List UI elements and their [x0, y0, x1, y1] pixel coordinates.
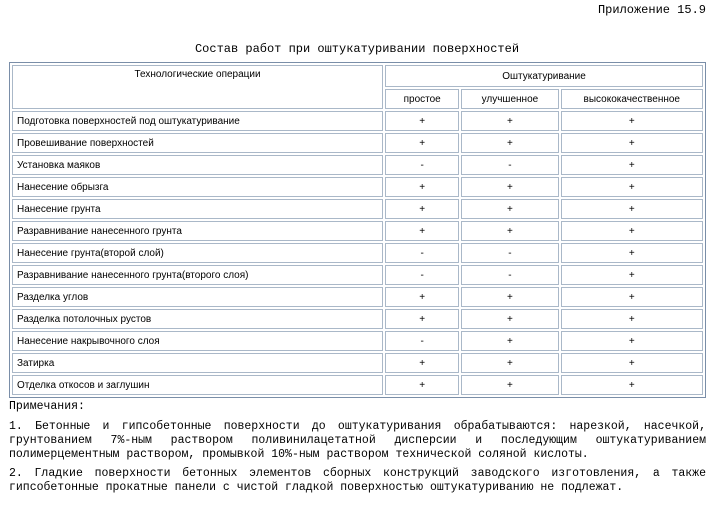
cell-high-quality: + — [561, 243, 703, 263]
table-caption: Состав работ при оштукатуривании поверхностей — [194, 42, 520, 56]
operation-name: Разравнивание нанесенного грунта — [12, 221, 383, 241]
table-row — [12, 309, 703, 329]
notes — [9, 400, 706, 500]
table-row — [12, 265, 703, 285]
cell-simple: - — [385, 265, 459, 285]
cell-improved: + — [461, 287, 558, 307]
table-row — [12, 243, 703, 263]
table-row — [12, 133, 703, 153]
cell-improved: + — [461, 221, 558, 241]
cell-high-quality: + — [561, 155, 703, 175]
cell-high-quality: + — [561, 331, 703, 351]
cell-improved: + — [461, 133, 558, 153]
operation-name: Нанесение грунта(второй слой) — [12, 243, 383, 263]
note-1: 1. Бетонные и гипсобетонные поверхности до оштукатуривания обрабатываются: нарезкой, насечкой, грунтованием 7%-ным раствором поливинилацетатной дисперсии и последующим оштукатуриванием полимерцементным раствором, промывкой 10%-ным раствором технической соляной кислоты. — [9, 420, 706, 461]
cell-improved: + — [461, 331, 558, 351]
cell-simple: + — [385, 111, 459, 131]
cell-simple: - — [385, 331, 459, 351]
cell-improved: + — [461, 199, 558, 219]
cell-high-quality: + — [561, 133, 703, 153]
operation-name: Затирка — [12, 353, 383, 373]
operation-name: Нанесение обрызга — [12, 177, 383, 197]
cell-improved: - — [461, 243, 558, 263]
header-improved: улучшенное — [461, 89, 558, 109]
cell-simple: + — [385, 287, 459, 307]
table-row — [12, 353, 703, 373]
cell-high-quality: + — [561, 177, 703, 197]
operation-name: Подготовка поверхностей под оштукатуривание — [12, 111, 383, 131]
appendix-label: Приложение 15.9 — [597, 3, 706, 17]
operation-name: Разделка потолочных рустов — [12, 309, 383, 329]
cell-improved: + — [461, 177, 558, 197]
cell-simple: + — [385, 221, 459, 241]
table-row — [12, 287, 703, 307]
table-row — [12, 155, 703, 175]
table-row — [12, 375, 703, 395]
cell-simple: + — [385, 133, 459, 153]
cell-high-quality: + — [561, 287, 703, 307]
header-row — [12, 65, 703, 87]
table-row — [12, 331, 703, 351]
cell-high-quality: + — [561, 353, 703, 373]
operation-name: Нанесение грунта — [12, 199, 383, 219]
cell-simple: - — [385, 155, 459, 175]
cell-simple: + — [385, 177, 459, 197]
header-high-quality: высококачественное — [561, 89, 703, 109]
cell-high-quality: + — [561, 309, 703, 329]
table-row — [12, 177, 703, 197]
table-row — [12, 199, 703, 219]
notes-title: Примечания: — [9, 400, 85, 413]
note-2: 2. Гладкие поверхности бетонных элементов сборных конструкций заводского изготовления, а также гипсобетонные прокатные панели с чистой гладкой поверхностью оштукатуриванию не подлежат. — [9, 467, 706, 494]
cell-high-quality: + — [561, 375, 703, 395]
works-table — [9, 62, 706, 398]
cell-improved: + — [461, 309, 558, 329]
operation-name: Отделка откосов и заглушин — [12, 375, 383, 395]
cell-improved: - — [461, 155, 558, 175]
cell-high-quality: + — [561, 265, 703, 285]
cell-high-quality: + — [561, 221, 703, 241]
operation-name: Нанесение накрывочного слоя — [12, 331, 383, 351]
table-row — [12, 221, 703, 241]
cell-high-quality: + — [561, 111, 703, 131]
cell-simple: + — [385, 353, 459, 373]
cell-simple: - — [385, 243, 459, 263]
cell-simple: + — [385, 199, 459, 219]
operation-name: Провешивание поверхностей — [12, 133, 383, 153]
cell-improved: - — [461, 265, 558, 285]
operation-name: Разделка углов — [12, 287, 383, 307]
table-row — [12, 111, 703, 131]
header-simple: простое — [385, 89, 459, 109]
operation-name: Разравнивание нанесенного грунта(второго слоя) — [12, 265, 383, 285]
cell-improved: + — [461, 353, 558, 373]
operation-name: Установка маяков — [12, 155, 383, 175]
cell-simple: + — [385, 375, 459, 395]
cell-simple: + — [385, 309, 459, 329]
cell-high-quality: + — [561, 199, 703, 219]
header-plastering: Оштукатуривание — [385, 65, 703, 87]
cell-improved: + — [461, 111, 558, 131]
cell-improved: + — [461, 375, 558, 395]
header-operations: Технологические операции — [12, 65, 383, 109]
